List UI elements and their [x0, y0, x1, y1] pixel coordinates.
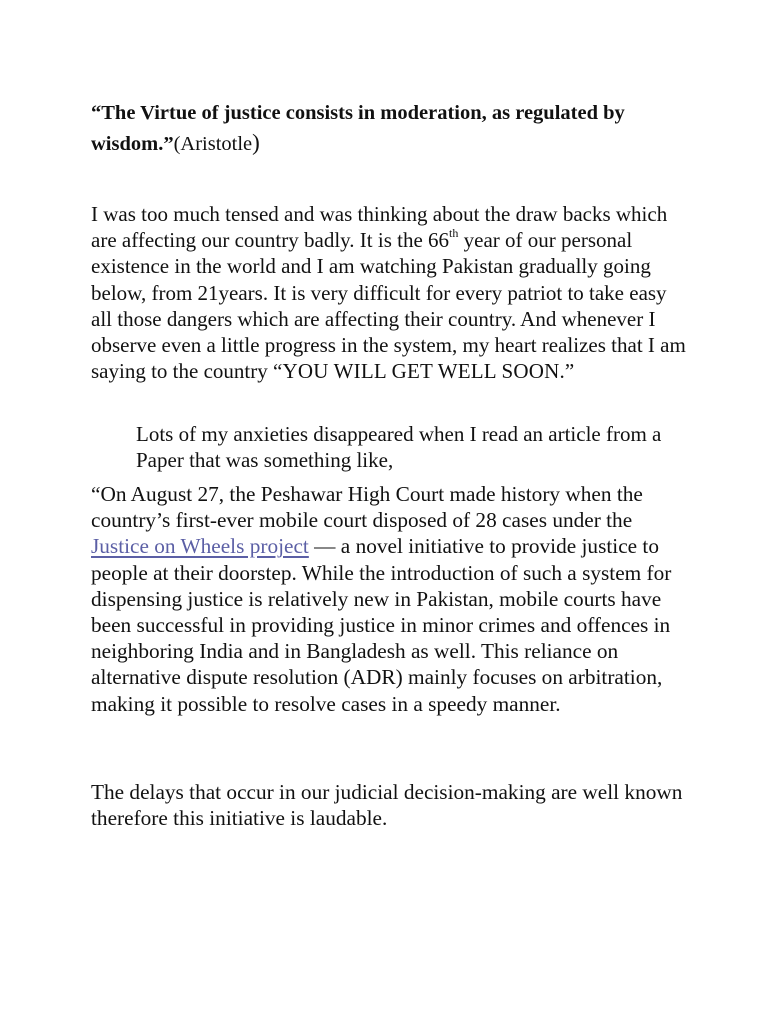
quote-attribution: (Aristotle: [173, 133, 253, 155]
intro-paragraph: [91, 201, 691, 384]
intro-text-end: year of our personal existence in the world and I am watching Pakistan gradually going below, from 21years. It is very difficult for every patriot to take easy all those dangers which are affecting their country. And whenever I observe even a little progress in the system, my heart realizes that I am saying to the country: [91, 228, 686, 384]
aristotle-quote: [91, 98, 681, 159]
conclusion-paragraph: The delays that occur in our judicial decision-making are well known therefore this initiative is laudable.: [91, 780, 683, 831]
article-text-start: “On August 27, the Peshawar High Court made history when the country’s first-ever mobile court disposed of 28 cases under the: [91, 482, 643, 533]
article-quote-paragraph: [91, 481, 691, 717]
quote-text: “The Virtue of justice consists in moderation, as regulated by wisdom.”: [91, 102, 625, 155]
get-well-soon-text: “YOU WILL GET WELL SOON.”: [272, 359, 575, 384]
anxieties-paragraph: Lots of my anxieties disappeared when I read an article from a Paper that was something like,: [136, 422, 662, 473]
justice-on-wheels-link[interactable]: Justice on Wheels project: [91, 534, 309, 559]
quote-attribution-close: ): [252, 130, 260, 155]
article-text-end: — a novel initiative to provide justice to people at their doorstep. While the introduction of such a system for dispensing justice is relatively new in Pakistan, mobile courts have been successful in providing justice in minor crimes and offences in neighboring India and in Bangladesh as well. This reliance on alternative dispute resolution (ADR) mainly focuses on arbitration, making it possible to resolve cases in a speedy manner.: [91, 534, 672, 716]
intro-text-start: I was too much tensed and was thinking about the draw backs which are affecting our country badly. It is the 66: [91, 202, 668, 253]
ordinal-suffix: th: [449, 226, 459, 241]
